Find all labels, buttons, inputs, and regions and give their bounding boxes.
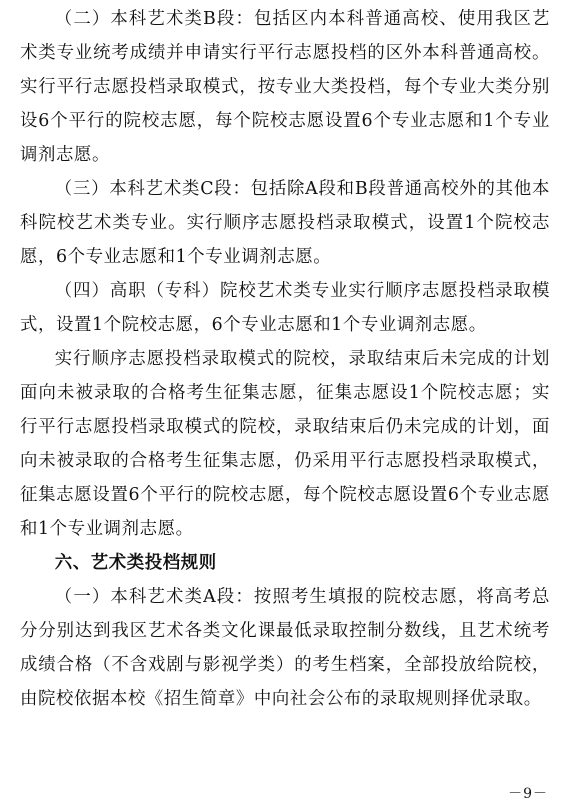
document-body bbox=[20, 2, 550, 716]
paragraph-supplementary-application: 实行顺序志愿投档录取模式的院校，录取结束后未完成的计划面向未被录取的合格考生征集志愿，征集志愿设1个院校志愿；实行平行志愿投档录取模式的院校，录取结束后仍未完成的计划，面向未被录取的合格考生征集志愿，仍采用平行志愿投档录取模式，征集志愿设置6个平行的院校志愿，每个院校志愿设置6个专业志愿和1个专业调剂志愿。 bbox=[20, 349, 550, 539]
paragraph-vocational-art: （四）高职（专科）院校艺术类专业实行顺序志愿投档录取模式，设置1个院校志愿，6个专业志愿和1个专业调剂志愿。 bbox=[20, 281, 550, 335]
paragraph-art-c-section: （三）本科艺术类C段：包括除A段和B段普通高校外的其他本科院校艺术类专业。实行顺序志愿投档录取模式，设置1个院校志愿，6个专业志愿和1个专业调剂志愿。 bbox=[20, 179, 550, 267]
section-heading-art-admission-rules: 六、艺术类投档规则 bbox=[54, 553, 217, 573]
page-number: －9－ bbox=[508, 786, 548, 802]
paragraph-art-a-section: （一）本科艺术类A段：按照考生填报的院校志愿，将高考总分分别达到我区艺术各类文化课最低录取控制分数线，且艺术统考成绩合格（不含戏剧与影视学类）的考生档案，全部投放给院校，由院校依据本校《招生简章》中向社会公布的录取规则择优录取。 bbox=[20, 587, 550, 709]
paragraph-art-b-section: （二）本科艺术类B段：包括区内本科普通高校、使用我区艺术类专业统考成绩并申请实行平行志愿投档的区外本科普通高校。实行平行志愿投档录取模式，按专业大类投档，每个专业大类分别设6个平行的院校志愿，每个院校志愿设置6个专业志愿和1个专业调剂志愿。 bbox=[20, 9, 550, 165]
